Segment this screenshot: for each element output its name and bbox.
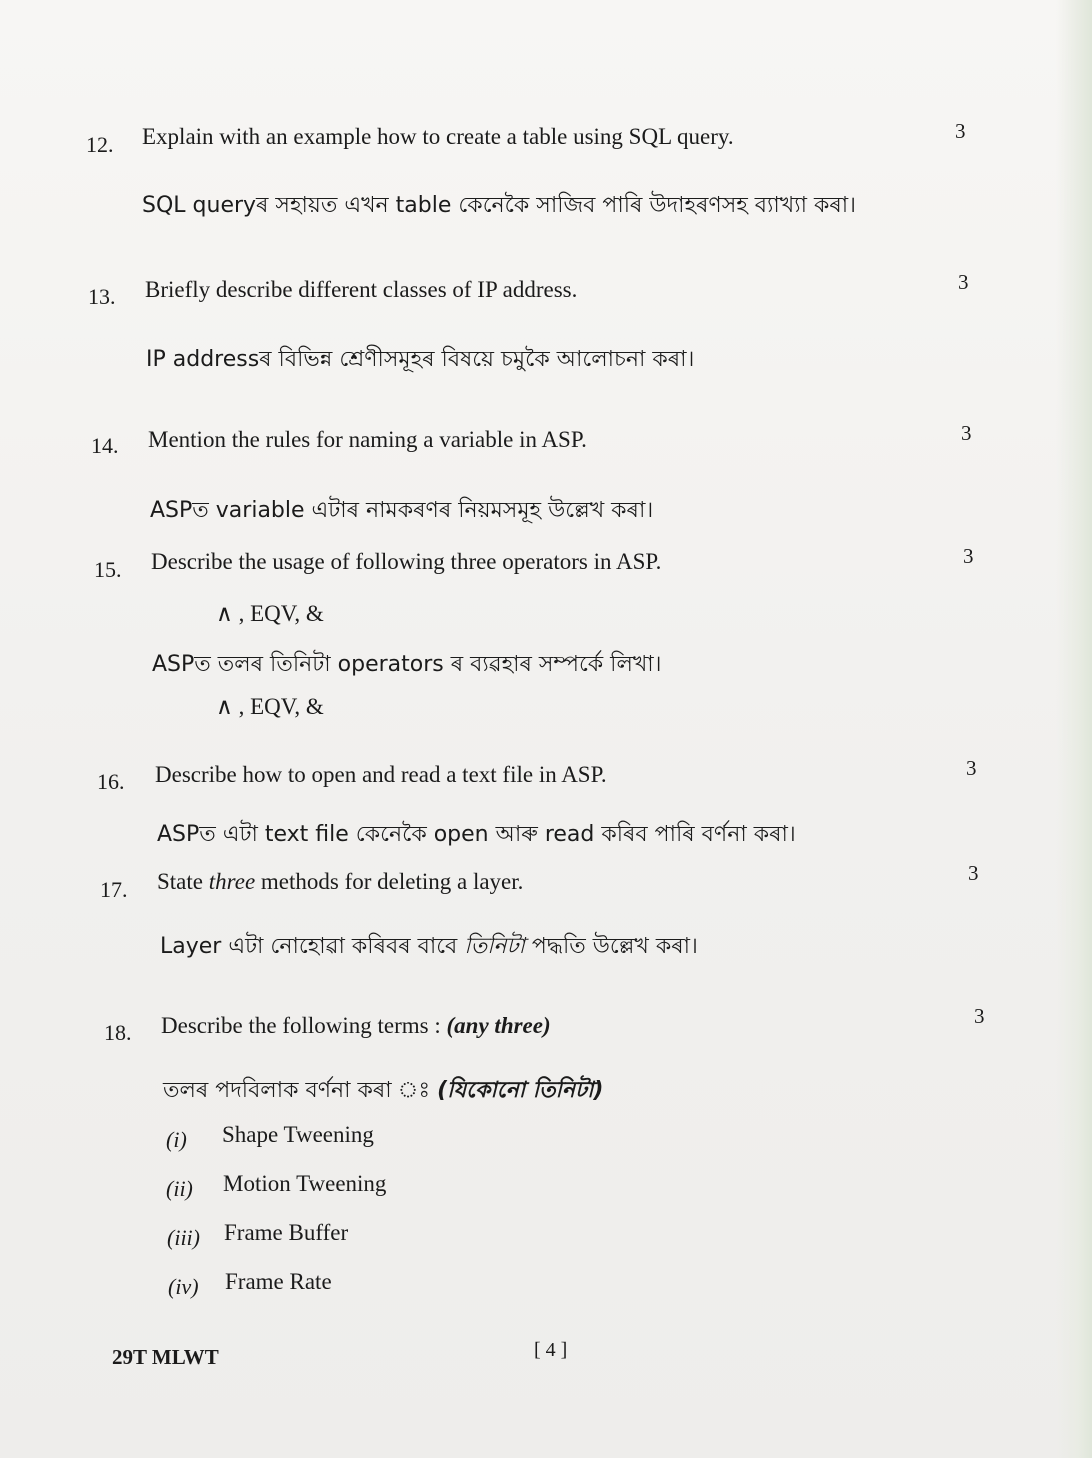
sub-item-text: Motion Tweening — [223, 1171, 387, 1196]
question-text-assamese: ASPত variable এটাৰ নামকৰণৰ নিয়মসমূহ উল্লেখ কৰা। — [150, 498, 654, 523]
question-marks: 3 — [974, 1004, 985, 1028]
question-marks: 3 — [968, 861, 979, 885]
question-text-assamese: IP addressৰ বিভিন্ন শ্ৰেণীসমূহৰ বিষয়ে চমুকৈ আলোচনা কৰা। — [146, 347, 695, 372]
text-part: পদ্ধতি উল্লেখ কৰা। — [524, 934, 698, 959]
sub-item-text: Frame Rate — [225, 1269, 332, 1294]
sub-item-label: (i) — [166, 1127, 187, 1152]
emphasis: তিনিটা — [464, 934, 525, 959]
text-part: Describe the following terms : — [161, 1013, 447, 1038]
emphasis: (any three) — [446, 1013, 551, 1038]
text-part: তলৰ পদবিলাক বৰ্ণনা কৰা ঃ — [163, 1078, 438, 1103]
question-text-assamese — [163, 1073, 603, 1110]
question-marks: 3 — [961, 421, 972, 445]
question-number: 12. — [86, 132, 114, 157]
question-text-english: Describe the usage of following three operators in ASP. — [151, 549, 662, 574]
question-text-assamese: ASPত এটা text file কেনেকৈ open আৰু read কৰিব পাৰি বৰ্ণনা কৰা। — [157, 822, 796, 847]
question-text-english: Mention the rules for naming a variable in ASP. — [148, 427, 587, 452]
question-number: 13. — [88, 284, 116, 309]
question-text-assamese: SQL queryৰ সহায়ত এখন table কেনেকৈ সাজিব পাৰি উদাহৰণসহ ব্যাখ্যা কৰা। — [142, 193, 857, 218]
question-text-english — [161, 1013, 551, 1039]
question-marks: 3 — [958, 270, 969, 294]
text-part: methods for deleting a layer. — [255, 869, 524, 894]
sub-item-label: (iv) — [168, 1274, 199, 1299]
question-text-english: Explain with an example how to create a table using SQL query. — [142, 124, 734, 149]
question-marks: 3 — [963, 544, 974, 568]
text-part: State — [157, 869, 209, 894]
operators-list: ∧ , EQV, & — [216, 601, 324, 626]
question-marks: 3 — [955, 119, 966, 143]
sub-item-label: (ii) — [166, 1176, 193, 1201]
sub-item-text: Frame Buffer — [224, 1220, 349, 1245]
text-part: Layer এটা নোহোৱা কৰিবৰ বাবে — [160, 934, 465, 959]
question-text-english: Briefly describe different classes of IP address. — [145, 277, 578, 302]
sub-item-text: Shape Tweening — [222, 1122, 374, 1147]
paper-code: 29T MLWT — [112, 1345, 219, 1369]
emphasis: three — [208, 869, 256, 894]
question-text-english: Describe how to open and read a text file in ASP. — [155, 762, 607, 787]
sub-item-label: (iii) — [167, 1225, 200, 1250]
question-number: 16. — [97, 769, 125, 794]
question-number: 15. — [94, 557, 122, 582]
question-number: 14. — [91, 433, 119, 458]
question-text-assamese: ASPত তলৰ তিনিটা operators ৰ ব্যৱহাৰ সম্পৰ্কে লিখা। — [152, 652, 662, 677]
emphasis: (যিকোনো তিনিটা) — [437, 1078, 604, 1103]
page-edge-shadow — [1056, 0, 1092, 1458]
page-number: [ 4 ] — [534, 1339, 568, 1361]
question-number: 18. — [104, 1020, 132, 1045]
operators-list-assamese: ∧ , EQV, & — [216, 694, 324, 719]
question-marks: 3 — [966, 756, 977, 780]
question-text-assamese — [160, 929, 698, 966]
question-text-english — [157, 869, 523, 895]
question-number: 17. — [100, 877, 128, 902]
